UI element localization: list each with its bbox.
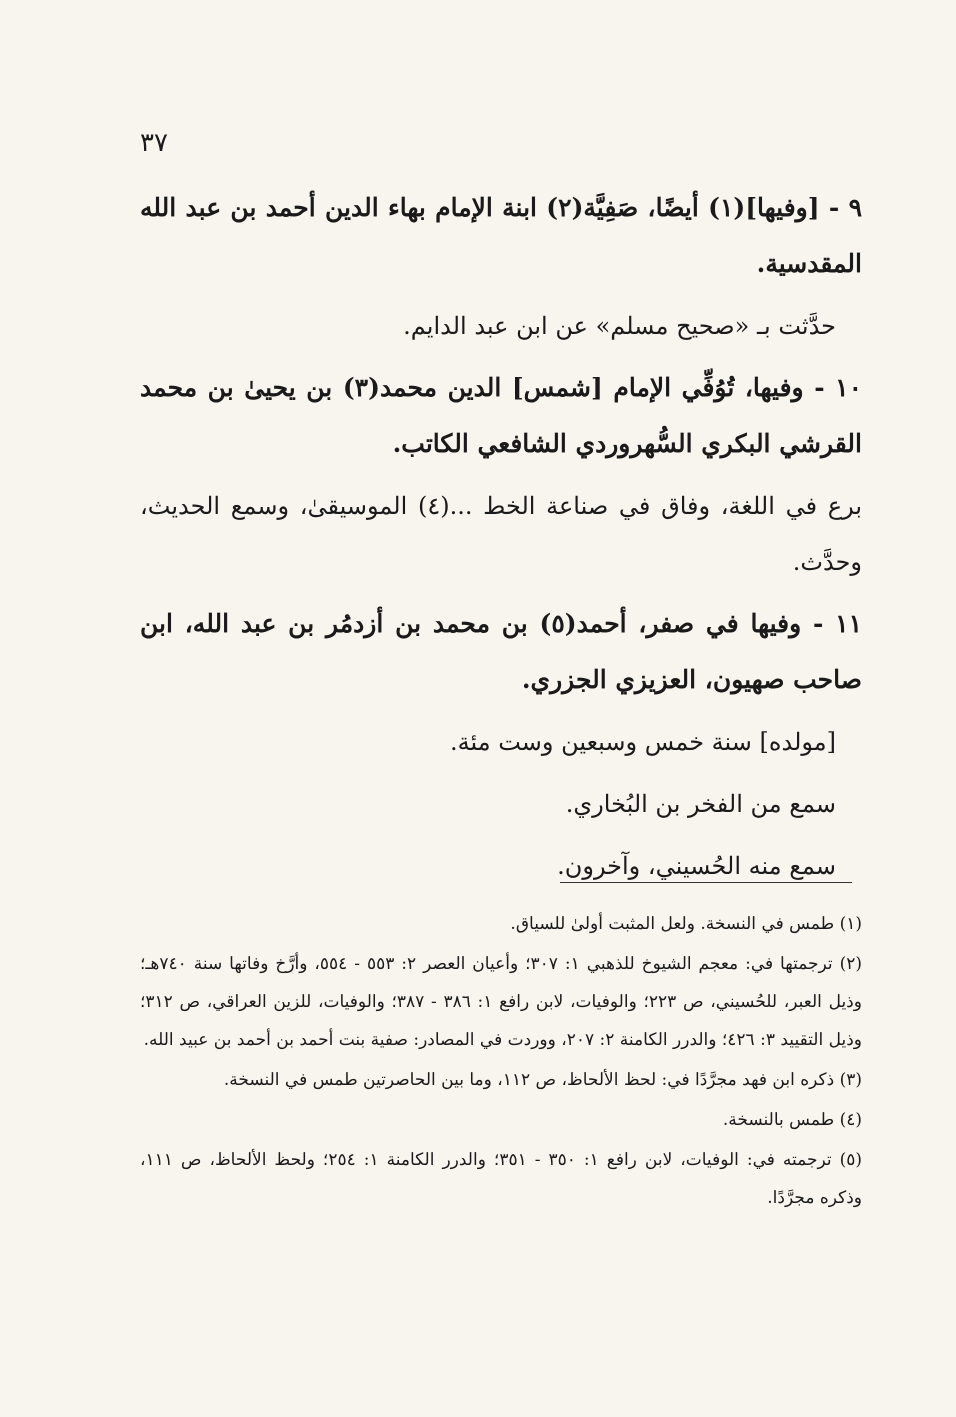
entry-heading-11: ١١ - وفيها في صفر، أحمد(٥) بن محمد بن أزدمُر بن عبد الله، ابن صاحب صهيون، العزيزي الجزري. xyxy=(140,609,862,694)
entry-text-9: حدَّثت بـ «صحيح مسلم» عن ابن عبد الدايم. xyxy=(403,312,836,340)
footnote-4: (٤) طمس بالنسخة. xyxy=(722,1110,862,1130)
footnote-5: (٥) ترجمته في: الوفيات، لابن رافع ١: ٣٥٠ - ٣٥١؛ والدرر الكامنة ١: ٢٥٤؛ ولحظ الألحاظ، ص ١١١، وذكره مجرَّدًا. xyxy=(140,1150,863,1208)
page-number: ٣٧ xyxy=(140,128,168,158)
entry-line-birth: [مولده] سنة خمس وسبعين وست مئة. xyxy=(449,728,836,756)
entry-text-10: برع في اللغة، وفاق في صناعة الخط ...(٤) الموسيقىٰ، وسمع الحديث، وحدَّث. xyxy=(140,492,862,576)
main-text xyxy=(140,180,862,900)
entry-heading-9: ٩ - [وفيها](١) أيضًا، صَفِيَّة(٢) ابنة الإمام بهاء الدين أحمد بن عبد الله المقدسية. xyxy=(140,193,862,278)
footnote-divider xyxy=(560,882,852,883)
footnote-2: (٢) ترجمتها في: معجم الشيوخ للذهبي ١: ٣٠٧؛ وأعيان العصر ٢: ٥٥٣ - ٥٥٤، وأرَّخ وفاتها سنة ٧٤٠هـ؛ وذيل العبر، للحُسيني، ص ٢٢٣؛ والوفيات، لابن رافع ١: ٣٨٦ - ٣٨٧؛ والوفيات، للزين العراقي، ص ٣١٢؛ وذيل التقييد ٣: ٤٢٦؛ والدرر الكامنة ٢: ٢٠٧، ووردت في المصادر: صفية بنت أحمد بن أحمد بن عبيد الله. xyxy=(140,954,863,1050)
footnotes xyxy=(140,905,862,1219)
entry-line-heard-from: سمع من الفخر بن البُخاري. xyxy=(565,790,836,818)
footnote-3: (٣) ذكره ابن فهد مجرَّدًا في: لحظ الألحاظ، ص ١١٢، وما بين الحاصرتين طمس في النسخة. xyxy=(223,1070,862,1090)
entry-line-heard-by: سمع منه الحُسيني، وآخرون. xyxy=(557,852,836,880)
footnote-1: (١) طمس في النسخة. ولعل المثبت أولىٰ للسياق. xyxy=(510,914,862,934)
entry-heading-10: ١٠ - وفيها، تُوُفِّي الإمام [شمس] الدين محمد(٣) بن يحيىٰ بن محمد القرشي البكري السُّهروردي الشافعي الكاتب. xyxy=(140,373,863,458)
